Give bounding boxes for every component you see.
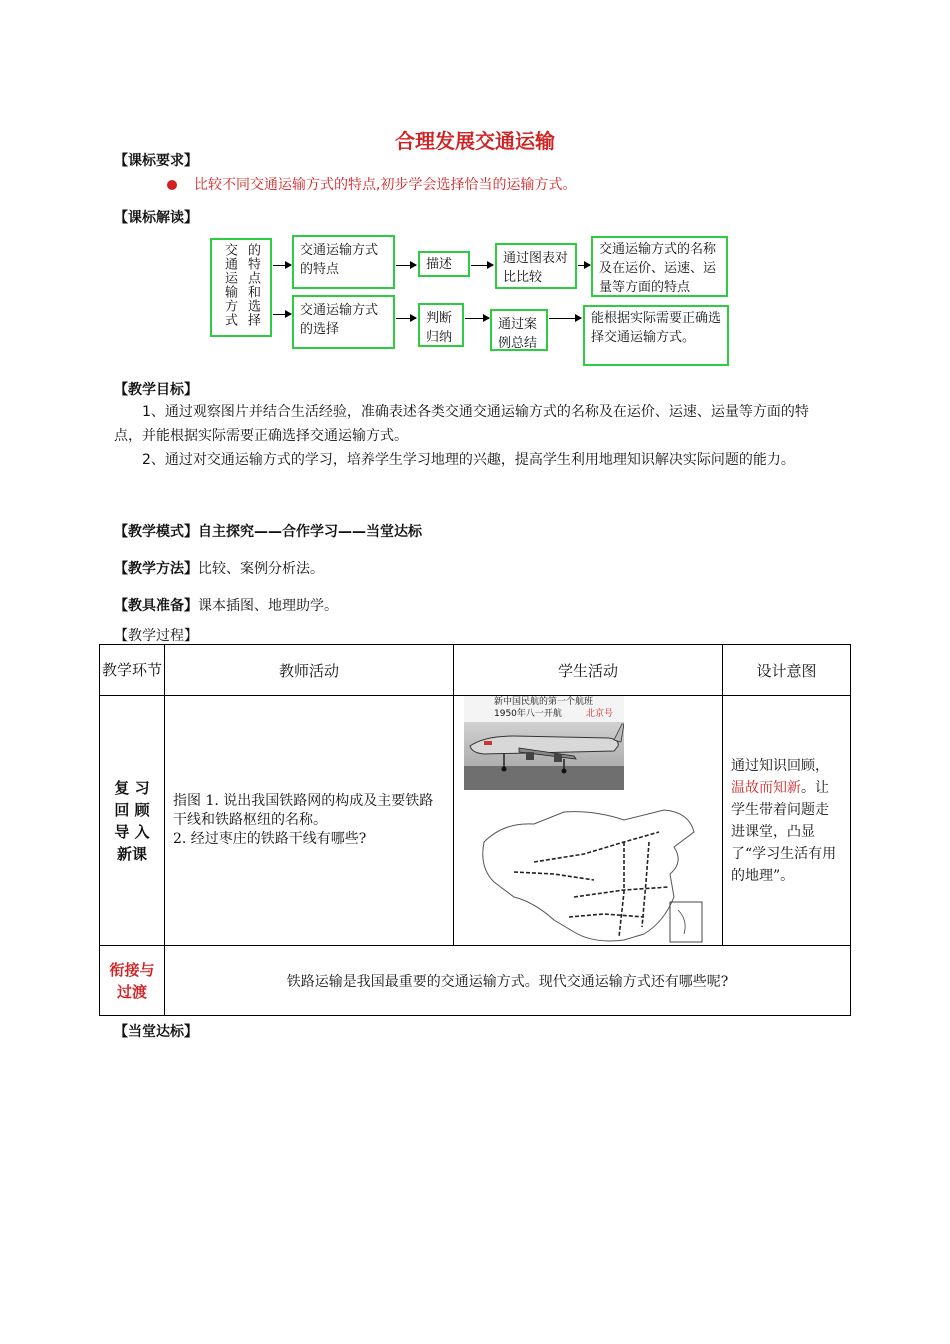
row1-intent-c: 。让学生带着问题走进课堂，凸显了“学习生活有用的地理”。 bbox=[731, 779, 837, 884]
diagram-row1-box4: 交通运输方式的名称及在运价、运速、运量等方面的特点 bbox=[591, 236, 728, 297]
row1-teacher-line2: 2. 经过枣庄的铁路干线有哪些? bbox=[173, 831, 367, 847]
diagram-arrow bbox=[471, 265, 493, 266]
diagram-arrow bbox=[396, 265, 416, 266]
diagram-arrow bbox=[549, 318, 581, 319]
china-railway-map bbox=[474, 802, 714, 952]
diagram-arrow bbox=[273, 314, 291, 315]
header-teacher: 教师活动 bbox=[165, 645, 454, 696]
row1-student-cell bbox=[454, 696, 723, 946]
diagram-row2-box2: 判断归纳 bbox=[418, 303, 464, 347]
section-jiaoxue-guocheng: 【教学过程】 bbox=[114, 628, 198, 644]
header-student: 学生活动 bbox=[454, 645, 723, 696]
photo-caption-3: 北京号 bbox=[586, 709, 614, 719]
bullet-icon bbox=[167, 180, 177, 190]
photo-caption-2: 1950年八一开航 bbox=[494, 709, 562, 719]
table-row bbox=[100, 946, 851, 1016]
teaching-mode-value: 自主探究——合作学习——当堂达标 bbox=[198, 524, 422, 540]
table-header-row bbox=[100, 645, 851, 696]
header-stage: 教学环节 bbox=[100, 645, 165, 696]
row1-stage: 复 习 回 顾 导 入 新课 bbox=[100, 696, 165, 946]
diagram-row2-box1: 交通运输方式的选择 bbox=[292, 295, 395, 349]
teaching-method bbox=[114, 557, 324, 581]
diagram-arrow bbox=[465, 318, 489, 319]
diagram-arrow bbox=[396, 318, 416, 319]
page-title: 合理发展交通运输 bbox=[395, 129, 555, 153]
table-row bbox=[100, 696, 851, 946]
row1-intent-b: 温故而知新 bbox=[731, 779, 801, 796]
diagram-row2-box3: 通过案例总结 bbox=[490, 309, 548, 351]
objective-1: 1、通过观察图片并结合生活经验，准确表述各类交通交通运输方式的名称及在运价、运速、运量等方面的特点，并能根据实际需要正确选择交通运输方式。 bbox=[114, 404, 809, 444]
diagram-left-box bbox=[210, 238, 272, 337]
diagram-left-col2: 交通运输方式 bbox=[222, 243, 237, 327]
section-jiaoxue-mubiao: 【教学目标】 bbox=[114, 382, 198, 398]
diagram-arrow bbox=[578, 265, 590, 266]
airplane-photo bbox=[464, 696, 624, 790]
teaching-process-table bbox=[99, 644, 851, 1016]
objective-2: 2、通过对交通运输方式的学习，培养学生学习地理的兴趣，提高学生利用地理知识解决实际问题的能力。 bbox=[142, 452, 795, 468]
row2-content: 铁路运输是我国最重要的交通运输方式。现代交通运输方式还有哪些呢? bbox=[165, 946, 851, 1016]
diagram-arrow bbox=[273, 265, 291, 266]
teaching-tools-label: 【教具准备】 bbox=[114, 598, 198, 614]
diagram-row1-box2: 描述 bbox=[418, 251, 470, 277]
section-kebiao-yaoqiu: 【课标要求】 bbox=[114, 153, 198, 169]
teaching-method-value: 比较、案例分析法。 bbox=[198, 561, 324, 577]
teaching-tools bbox=[114, 594, 338, 618]
airplane-icon bbox=[464, 696, 624, 790]
diagram-row1-box3: 通过图表对比比较 bbox=[495, 243, 577, 289]
requirement-text: 比较不同交通运输方式的特点,初步学会选择恰当的运输方式。 bbox=[194, 177, 577, 193]
section-dangtang-dabiao: 【当堂达标】 bbox=[114, 1024, 198, 1040]
header-intent: 设计意图 bbox=[723, 645, 851, 696]
row1-teacher-cell bbox=[165, 696, 454, 946]
diagram-left-col1: 的特点和选择 bbox=[245, 243, 260, 327]
teaching-mode-label: 【教学模式】 bbox=[114, 524, 198, 540]
section-kebiao-jiedu: 【课标解读】 bbox=[114, 210, 198, 226]
row1-intent-cell bbox=[723, 696, 851, 946]
teaching-tools-value: 课本插图、地理助学。 bbox=[198, 598, 338, 614]
photo-caption-1: 新中国民航的第一个航班 bbox=[494, 697, 594, 707]
row1-teacher-line1: 指图 1. 说出我国铁路网的构成及主要铁路干线和铁路枢纽的名称。 bbox=[173, 793, 434, 828]
teaching-mode bbox=[114, 520, 422, 544]
diagram-row2-box4: 能根据实际需要正确选择交通运输方式。 bbox=[583, 305, 729, 366]
row1-intent-a: 通过知识回顾， bbox=[731, 757, 829, 774]
row2-stage: 衔接与过渡 bbox=[100, 946, 165, 1016]
diagram-row1-box1: 交通运输方式的特点 bbox=[292, 235, 395, 289]
teaching-method-label: 【教学方法】 bbox=[114, 561, 198, 577]
